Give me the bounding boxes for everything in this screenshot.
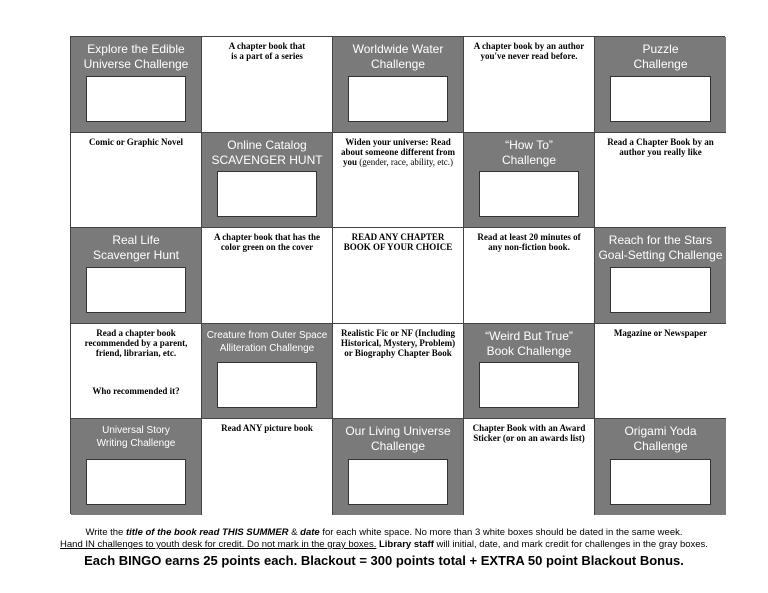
- reading-cell[interactable]: [595, 133, 726, 229]
- reading-cell[interactable]: [202, 228, 333, 324]
- challenge-title: Explore the Edible Universe Challenge: [83, 42, 189, 71]
- recommender-prompt: Who recommended it?: [92, 385, 180, 396]
- reading-cell[interactable]: [202, 419, 333, 515]
- challenge-title: Origami Yoda Challenge: [624, 424, 697, 454]
- challenge-cell[interactable]: [71, 37, 202, 133]
- challenge-cell[interactable]: [71, 228, 202, 324]
- challenge-title: Reach for the Stars Goal-Setting Challenge: [598, 233, 723, 263]
- reading-prompt: Magazine or Newspaper: [613, 327, 708, 338]
- staff-credit-box[interactable]: [348, 459, 448, 505]
- staff-credit-box[interactable]: [348, 76, 448, 122]
- staff-credit-box[interactable]: [217, 362, 317, 408]
- challenge-cell[interactable]: [202, 133, 333, 229]
- reading-prompt: Chapter Book with an Award Sticker (or on an awards list): [472, 423, 586, 444]
- challenge-cell[interactable]: [595, 37, 726, 133]
- staff-credit-box[interactable]: [610, 459, 711, 505]
- points-summary: Each BINGO earns 25 points each. Blackout = 300 points total + EXTRA 50 point Blackout Bonus.: [84, 553, 684, 568]
- reading-prompt: READ ANY CHAPTER BOOK OF YOUR CHOICE: [343, 232, 453, 253]
- challenge-cell[interactable]: [595, 419, 726, 515]
- reading-cell[interactable]: [71, 133, 202, 229]
- reading-cell[interactable]: [464, 419, 595, 515]
- reading-cell[interactable]: [202, 37, 333, 133]
- challenge-cell[interactable]: [464, 324, 595, 420]
- reading-prompt: Read a Chapter Book by an author you really like: [607, 136, 714, 157]
- reading-prompt: Read ANY picture book: [221, 423, 313, 434]
- challenge-title: Real Life Scavenger Hunt: [92, 233, 180, 263]
- staff-credit-box[interactable]: [86, 76, 186, 122]
- reading-cell[interactable]: [333, 228, 464, 324]
- challenge-title: Creature from Outer Space Alliteration Challenge: [206, 329, 328, 354]
- reading-prompt: Widen your universe: Read about someone different from you (gender, race, ability, etc.): [341, 136, 455, 167]
- reading-cell[interactable]: [333, 133, 464, 229]
- instructions: [0, 527, 768, 570]
- challenge-title: Universal Story Writing Challenge: [96, 425, 176, 450]
- challenge-title: “How To” Challenge: [501, 137, 557, 167]
- reading-cell[interactable]: [333, 324, 464, 420]
- staff-credit-box[interactable]: [86, 459, 186, 505]
- instruction-line-2: Hand IN challenges to youth desk for credit. Do not mark in the gray boxes. Library staff will initial, date, and mark credit for challenges in the gray boxes.: [60, 539, 708, 550]
- reading-prompt: Comic or Graphic Novel: [88, 136, 184, 147]
- reading-prompt: Realistic Fic or NF (Including Historical, Mystery, Problem) or Biography Chapter Book: [340, 327, 456, 358]
- staff-credit-box[interactable]: [479, 171, 579, 217]
- challenge-cell[interactable]: [202, 324, 333, 420]
- reading-cell[interactable]: [595, 324, 726, 420]
- instruction-line-1: Write the title of the book read THIS SUMMER & date for each white space. No more than 3 white boxes should be dated in the same week.: [85, 527, 683, 538]
- staff-credit-box[interactable]: [217, 171, 317, 217]
- reading-cell[interactable]: [464, 37, 595, 133]
- reading-cell[interactable]: [71, 324, 202, 420]
- staff-credit-box[interactable]: [610, 267, 711, 313]
- staff-credit-box[interactable]: [86, 267, 186, 313]
- bingo-grid: [70, 36, 725, 514]
- challenge-cell[interactable]: [333, 419, 464, 515]
- challenge-cell[interactable]: [595, 228, 726, 324]
- reading-cell[interactable]: [464, 228, 595, 324]
- reading-prompt: A chapter book that has the color green on the cover: [213, 232, 321, 253]
- reading-prompt: Read at least 20 minutes of any non-fiction book.: [477, 232, 581, 253]
- challenge-cell[interactable]: [464, 133, 595, 229]
- staff-credit-box[interactable]: [610, 76, 711, 122]
- challenge-title: Puzzle Challenge: [633, 42, 688, 71]
- challenge-title: “Weird But True” Book Challenge: [485, 328, 573, 358]
- challenge-cell[interactable]: [333, 37, 464, 133]
- staff-credit-box[interactable]: [479, 362, 579, 408]
- challenge-title: Worldwide Water Challenge: [352, 42, 444, 71]
- reading-prompt: A chapter book by an author you've never read before.: [473, 41, 585, 61]
- challenge-cell[interactable]: [71, 419, 202, 515]
- challenge-title: Online Catalog SCAVENGER HUNT: [211, 137, 323, 167]
- reading-prompt: A chapter book that is a part of a series: [228, 41, 306, 61]
- challenge-title: Our Living Universe Challenge: [345, 424, 451, 454]
- reading-prompt: Read a chapter book recommended by a parent, friend, librarian, etc. Who recommended it?: [71, 328, 201, 396]
